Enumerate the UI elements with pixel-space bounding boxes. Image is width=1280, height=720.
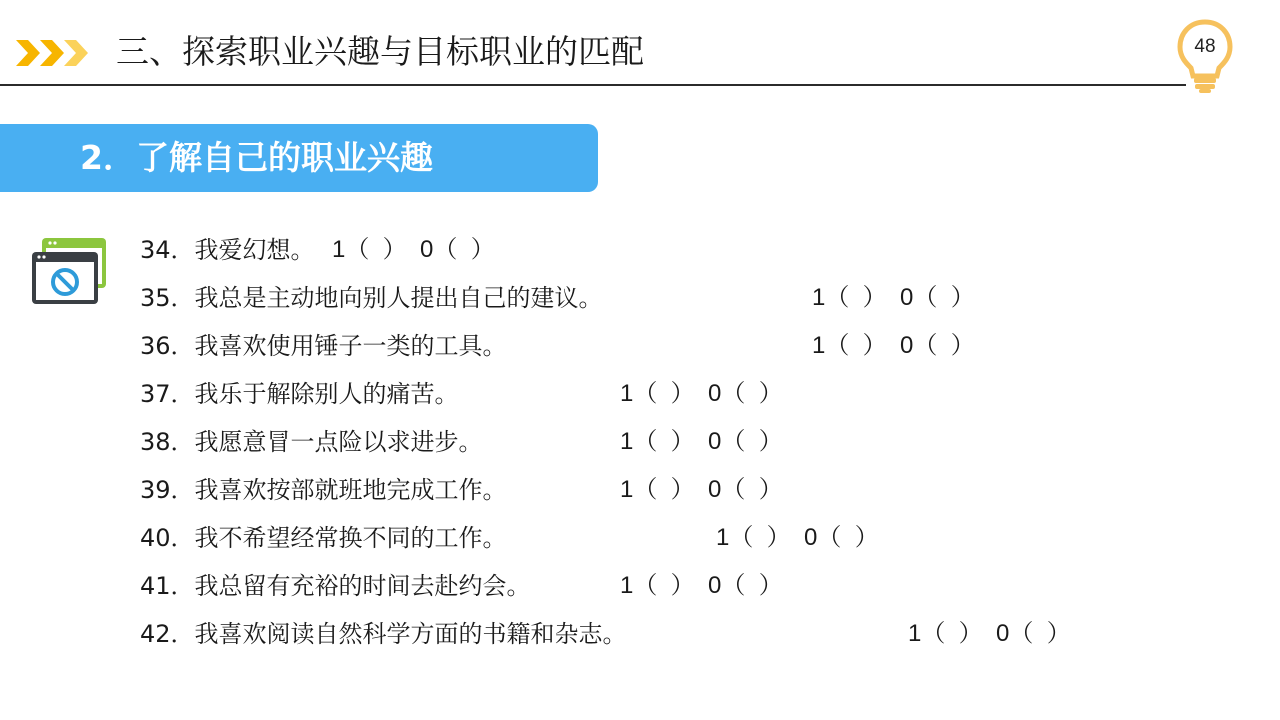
question-text: 42．我喜欢阅读自然科学方面的书籍和杂志。	[140, 620, 627, 648]
answer-options[interactable]: 1（ ） 0（ ）	[620, 476, 783, 503]
section-title: 2．了解自己的职业兴趣	[80, 138, 433, 177]
answer-options[interactable]: 1（ ） 0（ ）	[620, 428, 783, 455]
question-text: 37．我乐于解除别人的痛苦。	[140, 380, 459, 408]
page-title: 三、探索职业兴趣与目标职业的匹配	[116, 32, 644, 71]
question-text: 40．我不希望经常换不同的工作。	[140, 524, 507, 552]
answer-options[interactable]: 1（ ） 0（ ）	[620, 572, 783, 599]
page-number: 48	[1194, 36, 1216, 57]
triple-chevron-icon	[16, 40, 96, 66]
question-text: 39．我喜欢按部就班地完成工作。	[140, 476, 507, 504]
blocked-window-icon	[30, 236, 110, 308]
question-text: 34．我爱幻想。	[140, 236, 315, 264]
answer-options[interactable]: 1（ ） 0（ ）	[620, 380, 783, 407]
section-banner	[0, 124, 598, 192]
question-text: 36．我喜欢使用锤子一类的工具。	[140, 332, 507, 360]
title-divider	[0, 84, 1186, 86]
question-text: 41．我总留有充裕的时间去赴约会。	[140, 572, 531, 600]
answer-options[interactable]: 1（ ） 0（ ）	[332, 236, 495, 263]
answer-options[interactable]: 1（ ） 0（ ）	[812, 332, 975, 359]
question-text: 38．我愿意冒一点险以求进步。	[140, 428, 483, 456]
answer-options[interactable]: 1（ ） 0（ ）	[812, 284, 975, 311]
answer-options[interactable]: 1（ ） 0（ ）	[908, 620, 1071, 647]
answer-options[interactable]: 1（ ） 0（ ）	[716, 524, 879, 551]
question-text: 35．我总是主动地向别人提出自己的建议。	[140, 284, 603, 312]
